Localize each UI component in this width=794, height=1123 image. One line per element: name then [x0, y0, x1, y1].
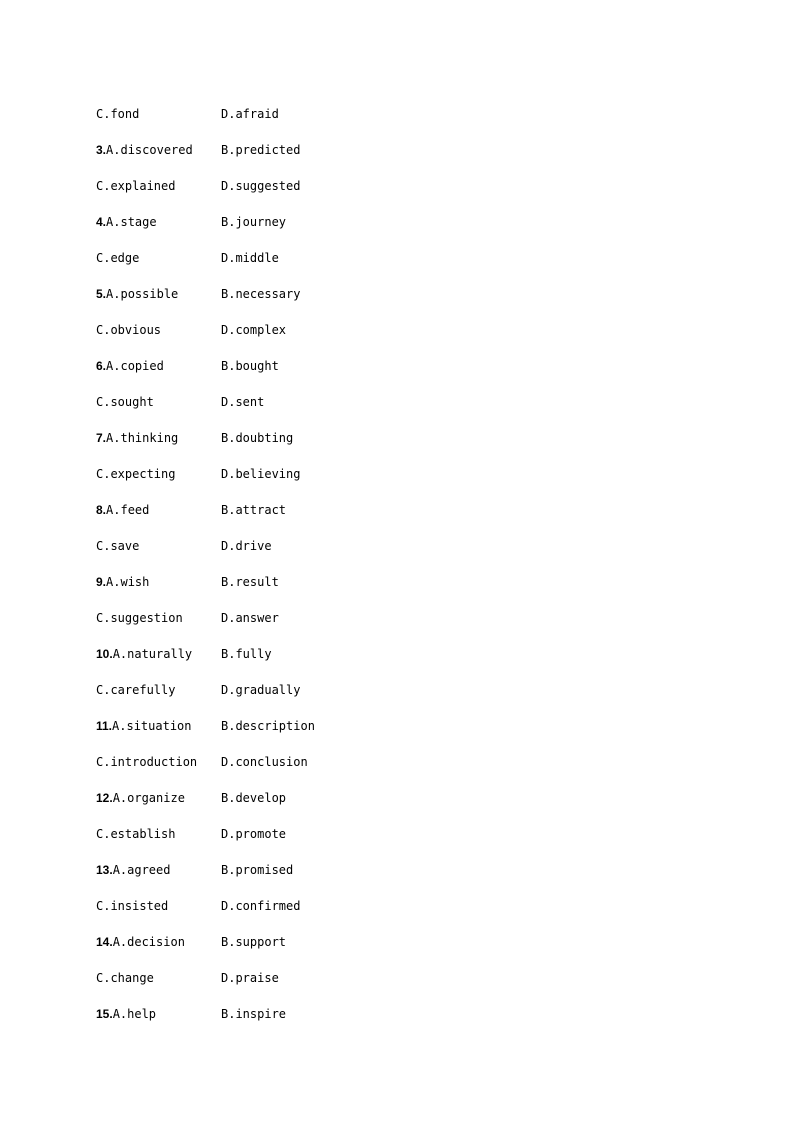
option-left	[96, 574, 221, 590]
option-row	[96, 610, 315, 646]
option-left	[96, 142, 221, 158]
option-row	[96, 754, 315, 790]
option-left-text: A.feed	[106, 503, 150, 517]
option-row	[96, 394, 315, 430]
question-number: 11.	[96, 719, 113, 733]
option-left	[96, 826, 221, 842]
option-left	[96, 178, 221, 194]
option-row	[96, 826, 315, 862]
option-left-text: C.expecting	[96, 467, 176, 481]
option-right-text: D.answer	[221, 611, 279, 625]
option-left	[96, 502, 221, 518]
question-number: 8.	[96, 503, 107, 517]
question-number: 14.	[96, 935, 113, 949]
option-left-text: A.situation	[112, 719, 192, 733]
option-row	[96, 1006, 315, 1042]
option-left	[96, 250, 221, 266]
option-right-text: D.confirmed	[221, 899, 301, 913]
option-left	[96, 1006, 221, 1022]
option-left-text: C.save	[96, 539, 140, 553]
option-row	[96, 430, 315, 466]
option-left-text: A.possible	[106, 287, 179, 301]
option-row	[96, 898, 315, 934]
option-row	[96, 250, 315, 286]
option-left-text: A.agreed	[112, 863, 171, 877]
option-row	[96, 718, 315, 754]
option-left-text: C.introduction	[96, 755, 198, 769]
option-right-text: B.doubting	[221, 431, 294, 445]
option-left	[96, 862, 221, 878]
option-right-text: B.journey	[221, 215, 287, 229]
option-left-text: A.organize	[112, 791, 185, 805]
option-right-text: D.drive	[221, 539, 272, 553]
option-row	[96, 682, 315, 718]
option-row	[96, 790, 315, 826]
option-right-text: D.promote	[221, 827, 287, 841]
question-number: 12.	[96, 791, 113, 805]
option-left-text: C.sought	[96, 395, 154, 409]
option-row	[96, 214, 315, 250]
option-left-text: C.suggestion	[96, 611, 183, 625]
option-left-text: A.naturally	[112, 647, 193, 661]
option-left	[96, 466, 221, 482]
option-left	[96, 682, 221, 698]
option-row	[96, 358, 315, 394]
question-number: 10.	[96, 647, 113, 661]
option-right-text: D.complex	[221, 323, 287, 337]
option-left-text: A.help	[112, 1007, 157, 1021]
option-left-text: C.carefully	[96, 683, 176, 697]
option-right-text: D.middle	[221, 251, 279, 265]
option-right-text: D.believing	[221, 467, 301, 481]
option-row	[96, 934, 315, 970]
option-right-text: B.promised	[221, 863, 294, 877]
option-right-text: D.conclusion	[221, 755, 308, 769]
option-row	[96, 574, 315, 610]
question-number: 15.	[96, 1007, 113, 1021]
option-row	[96, 286, 315, 322]
option-left-text: C.explained	[96, 179, 176, 193]
option-right-text: B.inspire	[221, 1007, 287, 1021]
option-row	[96, 106, 315, 142]
option-row	[96, 466, 315, 502]
option-row	[96, 538, 315, 574]
option-right-text: B.support	[221, 935, 287, 949]
question-number: 6.	[96, 359, 107, 373]
option-left	[96, 754, 221, 770]
option-left-text: A.decision	[112, 935, 185, 949]
option-right-text: D.praise	[221, 971, 279, 985]
option-right-text: D.gradually	[221, 683, 301, 697]
option-row	[96, 322, 315, 358]
option-row	[96, 970, 315, 1006]
option-row	[96, 178, 315, 214]
question-number: 9.	[96, 575, 107, 589]
option-right-text: B.result	[221, 575, 279, 589]
question-number: 5.	[96, 287, 107, 301]
option-row	[96, 502, 315, 538]
option-left	[96, 538, 221, 554]
option-left	[96, 106, 221, 122]
option-right-text: D.suggested	[221, 179, 301, 193]
option-left-text: C.edge	[96, 251, 140, 265]
option-left-text: A.copied	[106, 359, 164, 373]
option-left	[96, 898, 221, 914]
option-left-text: C.establish	[96, 827, 176, 841]
option-left-text: C.obvious	[96, 323, 162, 337]
question-number: 3.	[96, 143, 107, 157]
option-right-text: B.bought	[221, 359, 279, 373]
options-list	[96, 106, 315, 1042]
option-left	[96, 934, 221, 950]
option-left-text: C.change	[96, 971, 154, 985]
option-right-text: B.necessary	[221, 287, 301, 301]
option-right-text: B.fully	[221, 647, 272, 661]
option-left	[96, 286, 221, 302]
option-right-text: D.sent	[221, 395, 265, 409]
option-left	[96, 790, 221, 806]
option-left	[96, 322, 221, 338]
option-left	[96, 646, 221, 662]
option-right-text: B.description	[221, 719, 315, 733]
option-left	[96, 394, 221, 410]
option-left	[96, 358, 221, 374]
option-left-text: C.fond	[96, 107, 140, 121]
option-left	[96, 430, 221, 446]
option-right-text: D.afraid	[221, 107, 279, 121]
option-right-text: B.attract	[221, 503, 287, 517]
option-right-text: B.develop	[221, 791, 287, 805]
option-row	[96, 862, 315, 898]
option-left-text: A.discovered	[106, 143, 193, 157]
option-left-text: A.stage	[106, 215, 157, 229]
option-left	[96, 214, 221, 230]
option-left-text: A.thinking	[106, 431, 179, 445]
question-number: 7.	[96, 431, 107, 445]
option-left	[96, 970, 221, 986]
option-left-text: C.insisted	[96, 899, 169, 913]
option-left	[96, 718, 221, 734]
option-left	[96, 610, 221, 626]
question-number: 4.	[96, 215, 107, 229]
question-number: 13.	[96, 863, 113, 877]
option-row	[96, 142, 315, 178]
option-left-text: A.wish	[106, 575, 150, 589]
option-right-text: B.predicted	[221, 143, 301, 157]
option-row	[96, 646, 315, 682]
